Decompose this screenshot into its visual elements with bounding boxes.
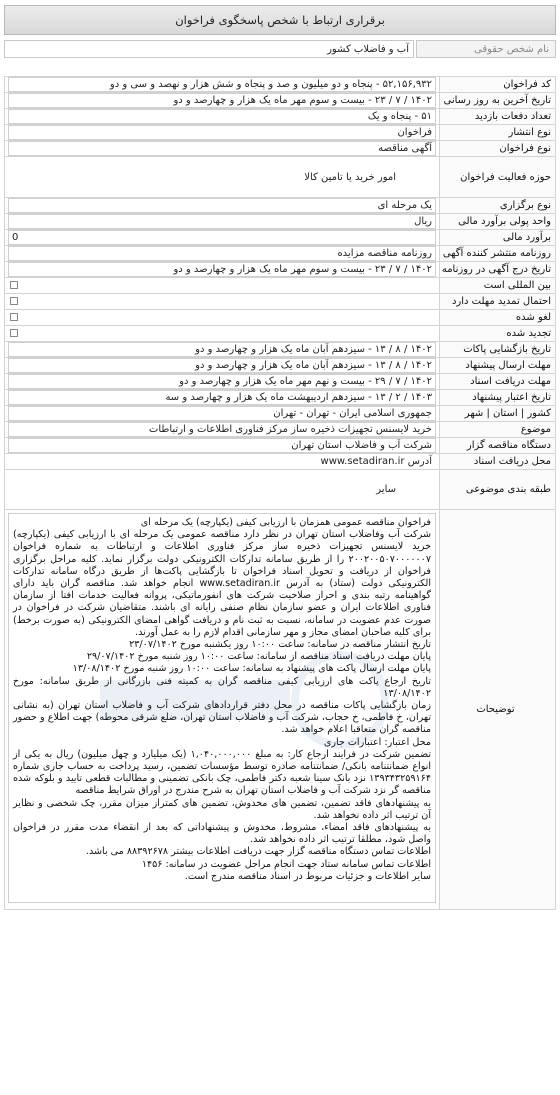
- value-subject: خرید لایسنس تجهیزات ذخیره ساز مرکز فناوری اطلاعات و ارتباطات: [8, 422, 436, 437]
- row-estimate: [5, 230, 556, 246]
- value-doc-deadline: ۱۴۰۲ / ۷ / ۲۹ - بیست و نهم مهر ماه یک هزار و چهارصد و دو: [8, 374, 436, 389]
- label-extend: احتمال تمدید مهلت دارد: [440, 294, 556, 310]
- row-extend: [5, 294, 556, 310]
- label-org: دستگاه مناقصه گزار: [440, 438, 556, 454]
- row-last-update: [5, 93, 556, 109]
- label-description: توضیحات: [440, 510, 556, 910]
- description-text: [8, 513, 436, 903]
- row-open-date: [5, 342, 556, 358]
- description-paragraph: به پیشنهادهای فاقد تضمین، تضمین های مخدوش، تضمین های کمتراز میزان مقرر، چک شخصی و نظایر آن ترتیب اثر داده نخواهد شد.: [13, 797, 431, 821]
- label-activity: حوزه فعالیت فراخوان: [440, 157, 556, 198]
- row-pub-type: [5, 125, 556, 141]
- row-category: [5, 470, 556, 510]
- value-location: جمهوری اسلامی ایران - تهران - تهران: [8, 406, 436, 421]
- row-cancelled: [5, 310, 556, 326]
- row-validity: [5, 390, 556, 406]
- label-pub-type: نوع انتشار: [440, 125, 556, 141]
- label-send-deadline: مهلت ارسال پیشنهاد: [440, 358, 556, 374]
- description-paragraph: تاریخ انتشار مناقصه در سامانه: ساعت ۱۰:۰۰ روز یکشنبه مورخ ۲۳/۰۷/۱۴۰۲: [129, 639, 431, 651]
- description-paragraph: پایان مهلت دریافت اسناد مناقصه از سامانه: ساعت ۱۰:۰۰ روز شنبه مورخ ۲۹/۰۷/۱۴۰۲: [86, 651, 431, 663]
- description-paragraph: شرکت آب وفاضلاب استان تهران در نظر دارد مناقصه عمومی یک مرحله ای با ارزیابی کیفی (یکپارچه) خرید لایسنس تجهیزات ذخیره ساز مرکز فناوری اطلاعات و ارتباطات به شماره فراخوان ۲۰۰۲۰۰۵۰۷۰۰۰۰۰۰۷ را از طریق سامانه تدارکات الکترونیکی دولت برگزار نماید. کلیه مراحل برگزاری فراخوان از دریافت و تحویل اسناد فراخوان تا بازگشایی پاکت‌ها از طریق درگاه سامانه تدارکات الکترونیکی دولت (ستاد) به آدرس www.setadiran.ir انجام خواهد شد. مناقصه گران باید دارای گواهینامه رتبه بندی و احراز صلاحیت شرکت های انفورماتیکی، پروانه فعالیت خدمات افتا از سازمان فناوری اطلاعات ایران و عضو سازمان نظام صنفی رایانه ای باشند. متقاضیان شرکت در فراخوان در صورت عدم عضویت در سامانه، نسبت به ثبت نام و دریافت گواهی امضای الکترونیکی (به صورت برخط) برای کلیه صاحبان امضای مجاز و مهر سازمانی اقدام لازم را به عمل آورند.: [13, 529, 431, 638]
- label-renewed: تجدید شده: [440, 326, 556, 342]
- row-call-type: [5, 141, 556, 157]
- value-hold-type: یک مرحله ای: [8, 198, 436, 213]
- doc-place-link[interactable]: www.setadiran.ir: [320, 456, 405, 467]
- description-paragraph: محل اعتبار: اعتبارات جاری: [323, 736, 431, 748]
- description-paragraph: سایر اطلاعات و جزئیات مربوط در اسناد مناقصه مندرج است.: [184, 870, 431, 882]
- legal-entity-row: [4, 40, 556, 58]
- value-pub-type: فراخوان: [8, 125, 436, 140]
- row-location: [5, 406, 556, 422]
- row-subject: [5, 422, 556, 438]
- description-paragraph: پایان مهلت ارسال پاکت های پیشنهاد به سامانه: ساعت ۱۰:۰۰ روز شنبه مورخ ۱۳/۰۸/۱۴۰۲: [72, 663, 431, 675]
- row-doc-place: [5, 454, 556, 470]
- label-doc-place: محل دریافت اسناد: [440, 454, 556, 470]
- description-paragraph: زمان بازگشایی پاکات مناقصه در محل دفتر قراردادهای شرکت آب و فاضلاب استان تهران (به نشانی تهران، خ فاطمی، خ حجاب، شرکت آب و فاضلاب استان تهران، ضلع شرقی محوطه) جهت اطلاع و حضور مناقصه گران متعاقبا اعلام خواهد شد.: [13, 700, 431, 736]
- doc-place-line: [8, 456, 436, 467]
- label-category: طبقه بندی موضوعی: [440, 470, 556, 510]
- label-subject: موضوع: [440, 422, 556, 438]
- value-call-type: آگهی مناقصه: [8, 141, 436, 156]
- intl-checkbox[interactable]: [10, 281, 18, 289]
- row-renewed: [5, 326, 556, 342]
- label-views: تعداد دفعات بازدید: [440, 109, 556, 125]
- doc-place-prefix: آدرس: [407, 456, 432, 467]
- value-ad-date: ۱۴۰۲ / ۷ / ۲۳ - بیست و سوم مهر ماه یک هزار و چهارصد و دو: [8, 262, 436, 277]
- value-fin-unit: ریال: [8, 214, 436, 229]
- value-estimate: 0: [8, 230, 436, 245]
- label-fin-unit: واحد پولی برآورد مالی: [440, 214, 556, 230]
- description-paragraph: به پیشنهادهای فاقد امضاء، مشروط، مخدوش و پیشنهاداتی که بعد از انقضاء مدت مقرر در فراخوان واصل شود، مطلقا ترتیب اثر داده نخواهد شد.: [13, 822, 431, 846]
- label-hold-type: نوع برگزاری: [440, 198, 556, 214]
- renewed-checkbox[interactable]: [10, 329, 18, 337]
- description-paragraph: اطلاعات تماس دستگاه مناقصه گزار جهت دریافت اطلاعات بیشتر ۸۸۳۹۲۶۷۸ می باشد.: [85, 846, 431, 858]
- value-category: سایر: [376, 484, 396, 495]
- label-open-date: تاریخ بازگشایی پاکات: [440, 342, 556, 358]
- label-newspaper: روزنامه منتشر کننده آگهی: [440, 246, 556, 262]
- row-description: [5, 510, 556, 910]
- value-open-date: ۱۴۰۲ / ۸ / ۱۳ - سیزدهم آبان ماه یک هزار و چهارصد و دو: [8, 342, 436, 357]
- row-hold-type: [5, 198, 556, 214]
- legal-entity-field[interactable]: آب و فاضلاب کشور: [4, 40, 414, 58]
- row-code: [5, 77, 556, 93]
- label-estimate: برآورد مالی: [440, 230, 556, 246]
- value-org: شرکت آب و فاضلاب استان تهران: [8, 438, 436, 453]
- label-last-update: تاریخ آخرین به روز رسانی: [440, 93, 556, 109]
- value-send-deadline: ۱۴۰۲ / ۸ / ۱۳ - سیزدهم آبان ماه یک هزار و چهارصد و دو: [8, 358, 436, 373]
- label-ad-date: تاریخ درج آگهی در روزنامه: [440, 262, 556, 278]
- label-cancelled: لغو شده: [440, 310, 556, 326]
- value-code: ۵۲,۱۵۶,۹۳۲ - پنجاه و دو میلیون و صد و پنجاه و شش هزار و نهصد و سی و دو: [8, 77, 436, 92]
- row-org: [5, 438, 556, 454]
- label-doc-deadline: مهلت دریافت اسناد: [440, 374, 556, 390]
- description-paragraph: تاریخ ارجاع پاکت های ارزیابی کیفی مناقصه گران به کمیته فنی بازرگانی از طریق سامانه: مورخ ۱۳/۰۸/۱۴۰۲: [13, 675, 431, 699]
- row-ad-date: [5, 262, 556, 278]
- label-call-type: نوع فراخوان: [440, 141, 556, 157]
- extend-checkbox[interactable]: [10, 297, 18, 305]
- legal-entity-label: نام شخص حقوقی: [416, 40, 556, 58]
- label-code: کد فراخوان: [440, 77, 556, 93]
- row-newspaper: [5, 246, 556, 262]
- description-paragraph: تضمین شرکت در فرایند ارجاع کار: به مبلغ ۱,۰۴۰,۰۰۰,۰۰۰ (یک میلیارد و چهل میلیون) ریال به یکی از انواع ضمانتنامه بانکی/ ضمانتنامه صادره توسط مؤسسات تضمین، رسید پرداخت به حساب جاری شماره ۱۳۹۳۴۳۲۵۹۱۶۴ نزد بانک سینا شعبه دکتر فاطمی، چک بانکی تضمینی و مطالبات قطعی تایید و بلوکه شده مناقصه گر نزد شرکت آب و فاضلاب استان تهران به شرح مندرج در اوراق شرایط مناقصه: [13, 748, 431, 797]
- description-paragraph: اطلاعات تماس سامانه ستاد جهت انجام مراحل عضویت در سامانه: ۱۴۵۶: [141, 858, 431, 870]
- value-activity: امور خرید یا تامین کالا: [304, 171, 396, 183]
- label-validity: تاریخ اعتبار پیشنهاد: [440, 390, 556, 406]
- value-newspaper: روزنامه مناقصه مزایده: [8, 246, 436, 261]
- cancelled-checkbox[interactable]: [10, 313, 18, 321]
- contact-header-title: برقراری ارتباط با شخص پاسخگوی فراخوان: [175, 13, 385, 27]
- label-intl: بین المللی است: [440, 278, 556, 294]
- row-views: [5, 109, 556, 125]
- contact-header-button[interactable]: [4, 5, 556, 35]
- label-location: کشور | استان | شهر: [440, 406, 556, 422]
- value-views: ۵۱ - پنجاه و یک: [8, 109, 436, 124]
- row-intl: [5, 278, 556, 294]
- value-validity: ۱۴۰۳ / ۲ / ۱۳ - سیزدهم اردیبهشت ماه یک هزار و چهارصد و سه: [8, 390, 436, 405]
- description-paragraph: فراخوان مناقصه عمومی همزمان با ارزیابی کیفی (یکپارچه) یک مرحله ای: [140, 517, 431, 528]
- row-activity: [5, 157, 556, 198]
- row-send-deadline: [5, 358, 556, 374]
- value-last-update: ۱۴۰۲ / ۷ / ۲۳ - بیست و سوم مهر ماه یک هزار و چهارصد و دو: [8, 93, 436, 108]
- row-fin-unit: [5, 214, 556, 230]
- tender-info-table: [4, 76, 556, 910]
- row-doc-deadline: [5, 374, 556, 390]
